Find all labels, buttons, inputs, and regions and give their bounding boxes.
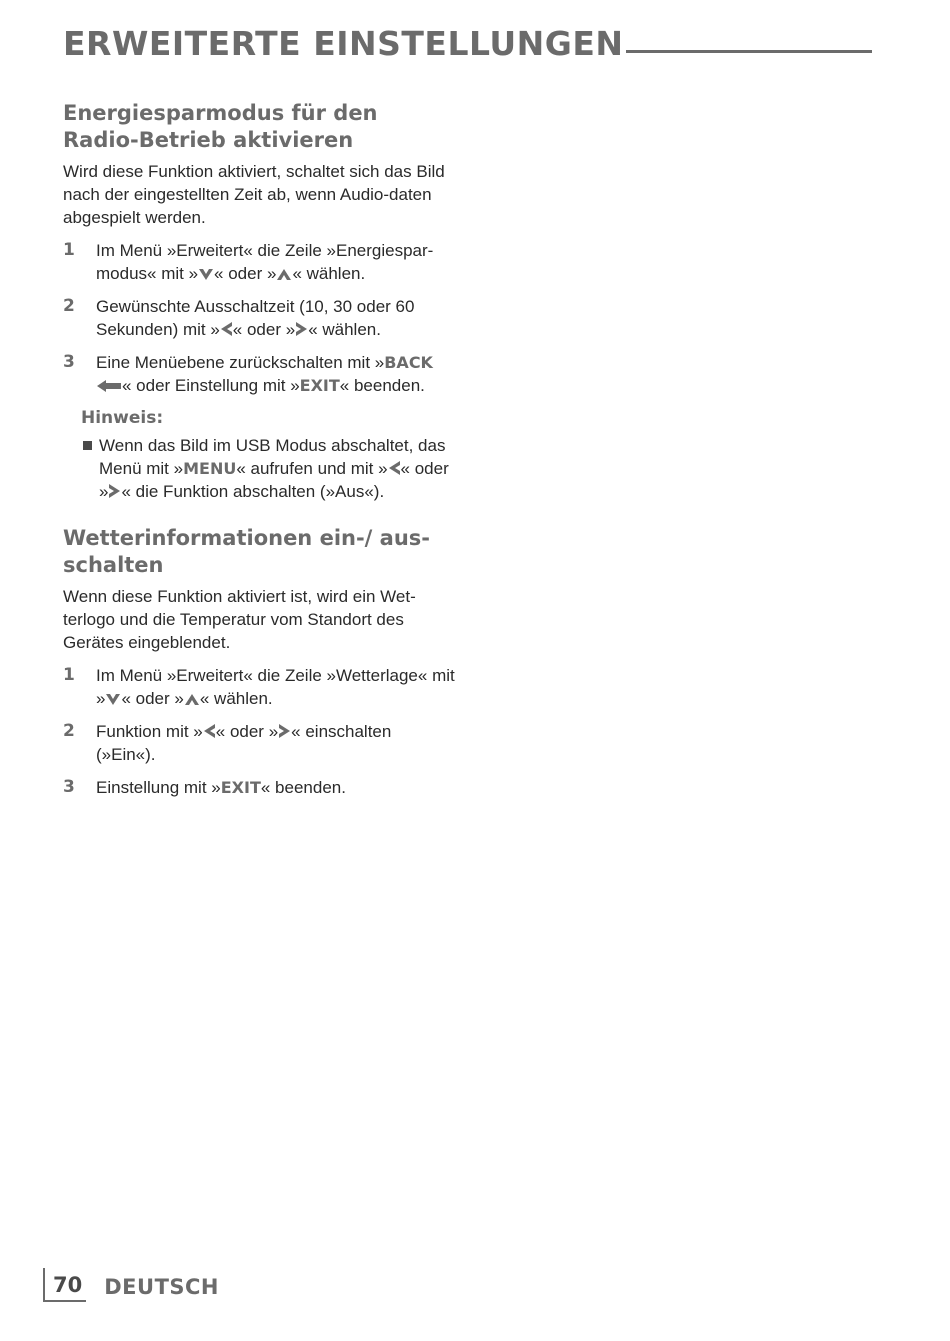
arrow-right-icon (278, 723, 291, 739)
title-rule (626, 50, 873, 53)
step-item (63, 295, 455, 341)
step-item (63, 664, 455, 710)
exit-key-label: EXIT (220, 778, 261, 797)
step-number: 2 (63, 296, 75, 316)
content-column (63, 100, 455, 809)
exit-key-label: EXIT (299, 376, 340, 395)
arrow-left-icon (388, 460, 401, 476)
section-heading: Wetterinformationen ein-/ aus-schalten (63, 526, 430, 577)
arrow-down-icon (105, 693, 121, 706)
note-text: « die Funktion abschalten (»Aus«). (121, 482, 385, 501)
step-text: « oder Einstellung mit » (122, 376, 300, 395)
step-text: « einschalten (»Ein«). (96, 722, 392, 764)
step-text: Eine Menüebene zurückschalten mit » (96, 353, 385, 372)
menu-key-label: MENU (183, 459, 237, 478)
arrow-down-icon (198, 268, 214, 281)
section-energy-saving (63, 100, 455, 503)
step-text: « oder » (232, 320, 296, 339)
arrow-left-icon (220, 321, 233, 337)
step-text: « wählen. (292, 264, 366, 283)
step-text: Gewünschte Ausschaltzeit (10, 30 oder 60 Sekunden) mit » (96, 297, 415, 339)
page-header (63, 18, 872, 64)
arrow-up-icon (276, 268, 292, 281)
step-text: Einstellung mit » (96, 778, 221, 797)
step-number: 3 (63, 352, 75, 372)
step-text: « wählen. (199, 689, 273, 708)
arrow-up-icon (184, 693, 200, 706)
arrow-right-icon (295, 321, 308, 337)
step-number: 2 (63, 721, 75, 741)
section-weather-info (63, 525, 455, 799)
arrow-right-icon (108, 483, 121, 499)
step-text: Im Menü »Erweitert« die Zeile »Energiespar-modus« mit » (96, 241, 434, 283)
step-text: « wählen. (308, 320, 381, 339)
step-text: Funktion mit » (96, 722, 203, 741)
step-item (63, 239, 455, 285)
step-text: « oder » (215, 722, 279, 741)
steps-list (63, 239, 455, 397)
step-number: 1 (63, 240, 75, 260)
step-text: « beenden. (339, 376, 425, 395)
back-key-label: BACK (384, 353, 433, 372)
note-text: « aufrufen und mit » (236, 459, 388, 478)
step-text: « oder » (121, 689, 184, 708)
step-number: 1 (63, 665, 75, 685)
note-box (81, 407, 455, 503)
section-heading: Energiesparmodus für den Radio-Betrieb aktivieren (63, 101, 378, 152)
step-text: Im Menü »Erweitert« die Zeile »Wetterlage« mit » (96, 666, 455, 708)
note-text: Wenn das Bild im USB Modus abschaltet, das Menü mit » (99, 436, 446, 478)
step-item (63, 720, 455, 766)
note-item (81, 434, 455, 503)
arrow-left-icon (203, 723, 216, 739)
page-title: ERWEITERTE EINSTELLUNGEN (63, 24, 624, 63)
note-text: « oder » (99, 459, 449, 501)
language-label: DEUTSCH (104, 1275, 219, 1299)
step-number: 3 (63, 777, 75, 797)
section-intro: Wird diese Funktion aktiviert, schaltet sich das Bild nach der eingestellten Zeit ab, wenn Audio-daten abgespielt werden. (63, 162, 445, 227)
note-title: Hinweis: (81, 408, 164, 428)
step-text: « beenden. (260, 778, 346, 797)
step-item (63, 351, 455, 397)
back-arrow-icon (96, 379, 122, 393)
page-footer (43, 1268, 219, 1302)
page-number: 70 (45, 1270, 86, 1302)
square-bullet-icon (83, 441, 92, 450)
step-text: « oder » (214, 264, 277, 283)
section-intro: Wenn diese Funktion aktiviert ist, wird ein Wet-terlogo und die Temperatur vom Standort des Gerätes eingeblendet. (63, 587, 416, 652)
steps-list (63, 664, 455, 799)
step-item (63, 776, 455, 799)
